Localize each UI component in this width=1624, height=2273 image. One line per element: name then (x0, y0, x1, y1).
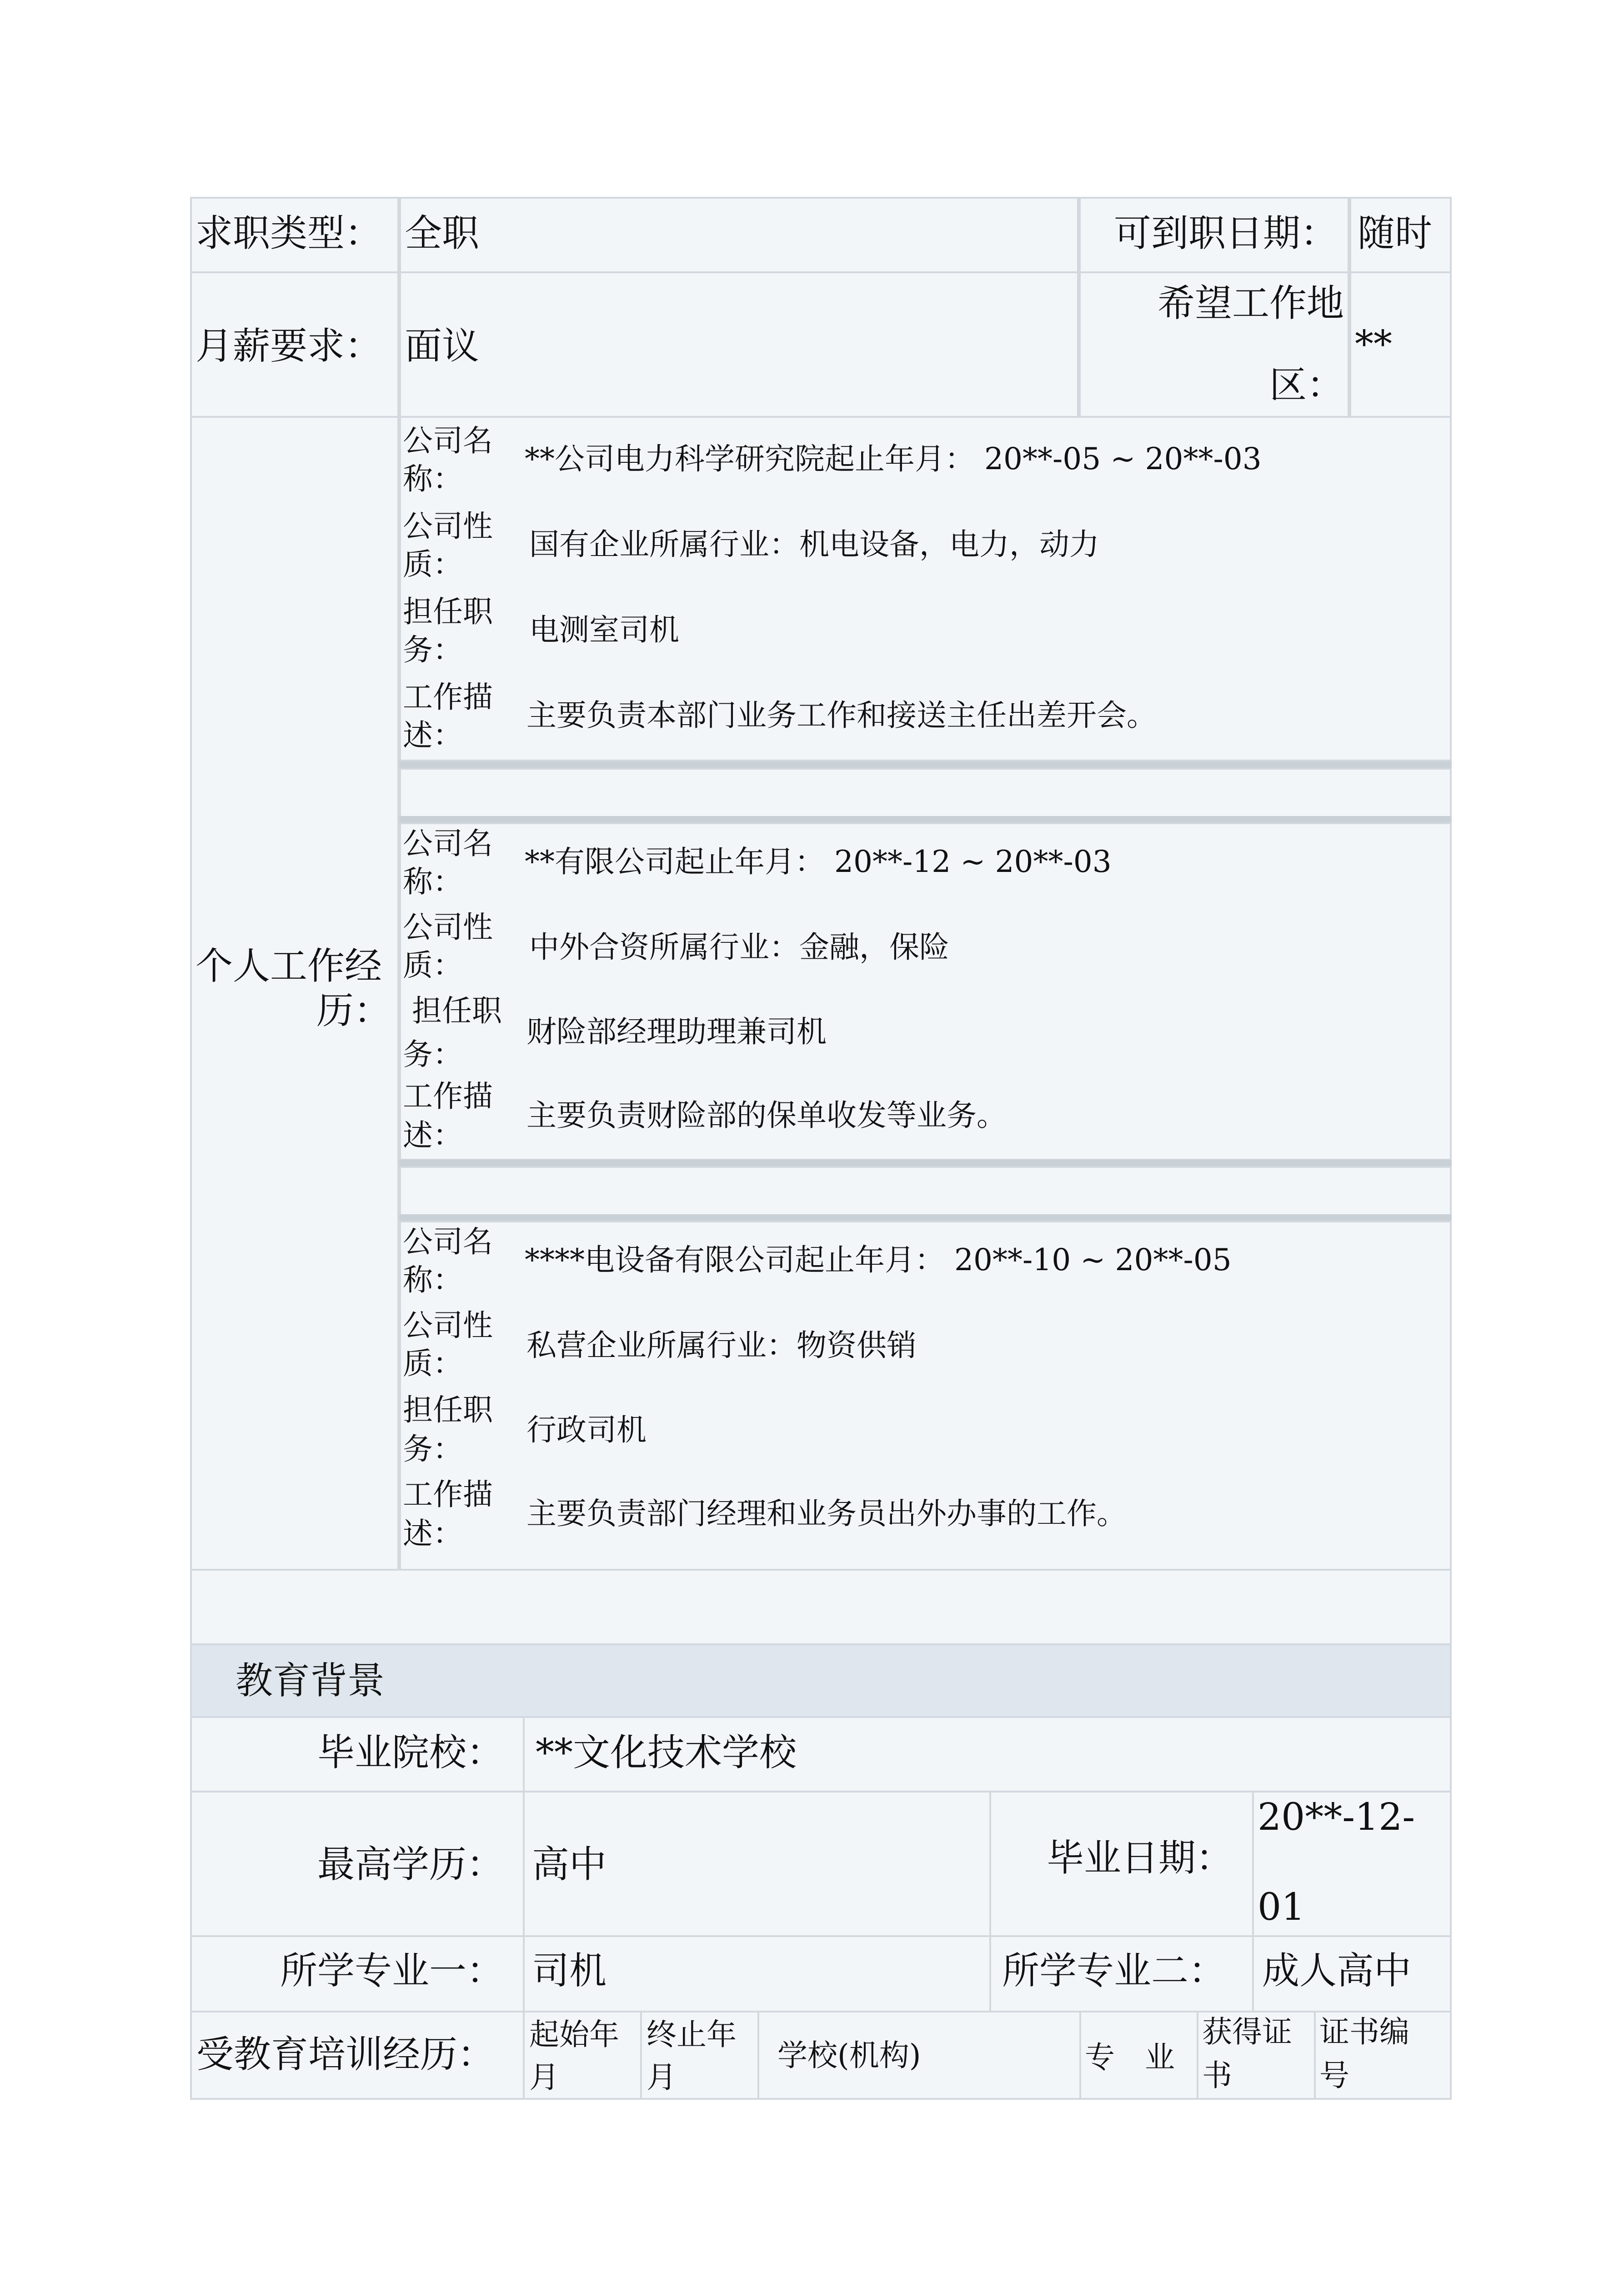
majors-row (190, 1935, 1452, 2013)
blank-full-row (190, 1569, 1452, 1645)
education-header: 教育背景 (236, 1659, 385, 1702)
blank-spacer-row (399, 768, 1452, 819)
role-value: 电测室司机 (529, 612, 679, 647)
company-nature-label-line-1: 公司性 (403, 1308, 493, 1343)
role-label-line-2: 务： (403, 1037, 463, 1072)
company-nature-label-line-2: 质： (403, 948, 463, 983)
school-value: **文化技术学校 (536, 1731, 797, 1774)
role-label-line-1: 担任职 (403, 1392, 493, 1427)
entry-separator (399, 1160, 1452, 1166)
degree-label: 最高学历： (317, 1843, 504, 1886)
job-desc-value: 主要负责部门经理和业务员出外办事的工作。 (526, 1496, 1127, 1531)
company-name-value: **有限公司起止年月： 20**-12 ~ 20**-03 (525, 844, 1112, 879)
grad-date-value-line-2: 01 (1258, 1886, 1305, 1929)
company-nature-label-line-1: 公司性 (403, 910, 493, 945)
major1-label: 所学专业一： (280, 1949, 504, 1993)
job-type-label: 求职类型： (195, 212, 382, 255)
role-value: 行政司机 (526, 1412, 647, 1447)
company-name-label-line-2: 称： (403, 1262, 463, 1297)
role-value: 财险部经理助理兼司机 (526, 1014, 827, 1049)
major2-label-cell (989, 1935, 1254, 2013)
job-type-row (190, 197, 1452, 273)
training-col-certificate (1197, 2011, 1316, 2100)
company-nature-value: 国有企业所属行业：机电设备，电力，动力 (529, 527, 1099, 562)
school-value-cell (523, 1716, 1452, 1792)
training-col-end-line-1: 终止年 (647, 2017, 737, 2052)
company-name-label-line-2: 称： (403, 461, 463, 496)
start-date-label-cell (1079, 197, 1349, 273)
training-col-major (1079, 2011, 1198, 2100)
job-desc-label-line-2: 述： (403, 718, 463, 753)
job-desc-label-line-2: 述： (403, 1118, 463, 1153)
company-name-value: ****电设备有限公司起止年月： 20**-10 ~ 20**-05 (525, 1242, 1232, 1277)
area-label-line-1: 希望工作地 (1157, 282, 1344, 325)
training-label-cell (190, 2011, 525, 2100)
work-experience-section (190, 416, 1452, 1571)
salary-value: 面议 (405, 325, 480, 368)
job-type-value-cell (399, 197, 1079, 273)
salary-value-cell (399, 271, 1079, 418)
salary-label-cell (190, 271, 399, 418)
company-nature-label-line-2: 质： (403, 1346, 463, 1381)
school-label: 毕业院校： (317, 1731, 504, 1774)
major1-value-cell (523, 1935, 991, 2013)
company-nature-label-line-2: 质： (403, 547, 463, 582)
company-nature-value: 中外合资所属行业：金融，保险 (529, 930, 949, 965)
start-date-label: 可到职日期： (1113, 212, 1338, 255)
degree-row (190, 1791, 1452, 1937)
training-col-cert-number-line-2: 号 (1319, 2058, 1349, 2093)
major1-label-cell (190, 1935, 525, 2013)
salary-row (190, 271, 1452, 418)
grad-date-value-cell (1252, 1791, 1452, 1937)
role-label-line-1: 担任职 (412, 993, 502, 1028)
salary-label: 月薪要求： (195, 325, 382, 368)
job-type-value: 全职 (405, 212, 480, 255)
major1-value: 司机 (532, 1949, 607, 1993)
blank-full-cell (190, 1569, 1452, 1645)
job-desc-label-line-1: 工作描 (403, 1477, 493, 1512)
training-col-end (640, 2011, 759, 2100)
company-name-label-line-1: 公司名 (403, 423, 493, 458)
start-date-value-cell (1349, 197, 1452, 273)
training-label: 受教育培训经历： (196, 2033, 495, 2076)
company-nature-label-line-1: 公司性 (403, 509, 493, 544)
work-section-label-line-1: 个人工作经 (195, 945, 382, 988)
training-col-major-label: 专 业 (1085, 2040, 1175, 2075)
job-desc-value: 主要负责本部门业务工作和接送主任出差开会。 (526, 698, 1157, 733)
company-name-value: **公司电力科学研究院起止年月： 20**-05 ~ 20**-03 (525, 441, 1262, 476)
training-col-school (757, 2011, 1081, 2100)
training-col-end-line-2: 月 (647, 2060, 677, 2095)
training-col-certificate-line-1: 获得证 (1202, 2014, 1292, 2049)
education-header-row (190, 1643, 1452, 1718)
job-desc-value: 主要负责财险部的保单收发等业务。 (526, 1098, 1007, 1133)
work-entry-2 (399, 822, 1452, 1161)
work-section-label-line-2: 历： (316, 989, 391, 1032)
company-name-label-line-2: 称： (403, 864, 463, 899)
job-type-label-cell (190, 197, 399, 273)
grad-date-label: 毕业日期： (1047, 1837, 1233, 1880)
training-col-school-label: 学校(机构) (777, 2038, 921, 2073)
area-label-cell (1079, 271, 1349, 418)
work-entry-3 (399, 1221, 1452, 1571)
training-col-start-line-1: 起始年 (529, 2017, 619, 2052)
training-row (190, 2011, 1452, 2100)
company-name-label-line-1: 公司名 (403, 826, 493, 861)
training-col-start-line-2: 月 (529, 2060, 559, 2095)
job-desc-label-line-1: 工作描 (403, 680, 493, 715)
company-nature-value: 私营企业所属行业：物资供销 (526, 1328, 917, 1363)
training-col-cert-number (1314, 2011, 1452, 2100)
training-col-start (523, 2011, 642, 2100)
area-value-cell (1349, 271, 1452, 418)
company-name-label-line-1: 公司名 (403, 1224, 493, 1259)
major2-label: 所学专业二： (1002, 1949, 1226, 1993)
work-section-label-cell (190, 416, 399, 1571)
education-header-cell (190, 1643, 1452, 1718)
area-label-line-2: 区： (1269, 364, 1344, 407)
school-row (190, 1716, 1452, 1792)
job-desc-label-line-2: 述： (403, 1516, 463, 1551)
major2-value-cell (1252, 1935, 1452, 2013)
job-desc-label-line-1: 工作描 (403, 1079, 493, 1114)
area-value: ** (1355, 323, 1392, 366)
degree-value: 高中 (532, 1843, 607, 1886)
work-entry-1 (399, 416, 1452, 761)
role-label-line-2: 务： (403, 1432, 463, 1467)
degree-value-cell (523, 1791, 991, 1937)
entry-separator (399, 1214, 1452, 1221)
training-col-cert-number-line-1: 证书编 (1319, 2014, 1409, 2049)
role-label-line-1: 担任职 (403, 594, 493, 629)
start-date-value: 随时 (1358, 212, 1433, 255)
role-label-line-2: 务： (403, 632, 463, 667)
entry-separator (399, 761, 1452, 768)
entry-separator (399, 816, 1452, 822)
school-label-cell (190, 1716, 525, 1792)
major2-value: 成人高中 (1262, 1949, 1412, 1993)
grad-date-value-line-1: 20**-12- (1258, 1796, 1415, 1839)
training-col-certificate-line-2: 书 (1202, 2058, 1232, 2093)
degree-label-cell (190, 1791, 525, 1937)
blank-spacer-row (399, 1166, 1452, 1217)
